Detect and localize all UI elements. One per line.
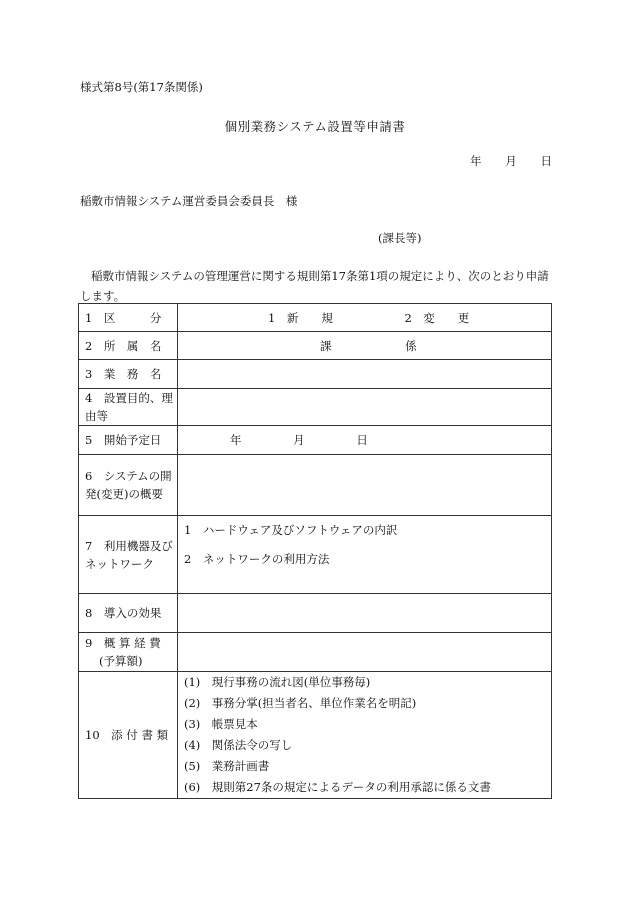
row-start-date xyxy=(79,426,552,455)
label-business: 3 業 務 名 xyxy=(79,360,178,389)
field-overview[interactable] xyxy=(178,455,552,516)
option-new: 1 新 規 xyxy=(268,310,333,325)
application-form-table xyxy=(78,303,552,799)
applicant-title: (課長等) xyxy=(378,231,422,245)
option-change: 2 変 更 xyxy=(404,310,470,325)
start-day: 日 xyxy=(356,433,368,447)
attachment-item: (5) 業務計画書 xyxy=(184,759,270,773)
label-department: 2 所 属 名 xyxy=(79,332,178,360)
form-number: 様式第8号(第17条関係) xyxy=(80,80,203,94)
date-line xyxy=(470,153,552,169)
field-equipment[interactable] xyxy=(178,516,552,594)
equipment-item-network: 2 ネットワークの利用方法 xyxy=(184,552,330,566)
dept-ka: 課 xyxy=(320,338,332,353)
equipment-item-hardware: 1 ハードウェア及びソフトウェアの内訳 xyxy=(184,523,398,537)
row-effect xyxy=(79,594,552,633)
label-purpose: 4 設置目的、理由等 xyxy=(79,389,178,426)
cost-label-line1: 9 概 算 経 費 xyxy=(85,636,161,650)
row-category xyxy=(79,304,552,332)
intro-paragraph: 稲敷市情報システムの管理運営に関する規則第17条第1項の規定により、次のとおり申請します。 xyxy=(80,269,549,303)
attachment-item: (3) 帳票見本 xyxy=(184,717,258,731)
row-department xyxy=(79,332,552,360)
date-year: 年 xyxy=(470,154,482,168)
document-title: 個別業務システム設置等申請書 xyxy=(224,119,406,134)
field-category[interactable] xyxy=(178,304,552,332)
label-overview: 6 システムの開発(変更)の概要 xyxy=(79,455,178,516)
start-month: 月 xyxy=(293,433,305,447)
attachment-item: (4) 関係法令の写し xyxy=(184,738,293,752)
dept-kakari: 係 xyxy=(405,338,417,353)
row-attachments xyxy=(79,672,552,799)
field-start-date[interactable] xyxy=(178,426,552,455)
addressee: 稲敷市情報システム運営委員会委員長 様 xyxy=(80,194,298,208)
field-department[interactable] xyxy=(178,332,552,360)
field-effect[interactable] xyxy=(178,594,552,633)
label-start-date: 5 開始予定日 xyxy=(79,426,178,455)
row-purpose xyxy=(79,389,552,426)
label-cost xyxy=(79,633,178,672)
attachment-item: (6) 規則第27条の規定によるデータの利用承認に係る文書 xyxy=(184,780,491,794)
label-equipment: 7 利用機器及びネットワーク xyxy=(79,516,178,594)
label-effect: 8 導入の効果 xyxy=(79,594,178,633)
date-day: 日 xyxy=(540,154,552,168)
field-business[interactable] xyxy=(178,360,552,389)
label-attachments: 10 添 付 書 類 xyxy=(79,672,178,799)
field-attachments xyxy=(178,672,552,799)
row-business xyxy=(79,360,552,389)
start-year: 年 xyxy=(230,433,242,447)
row-equipment xyxy=(79,516,552,594)
row-overview xyxy=(79,455,552,516)
field-cost[interactable] xyxy=(178,633,552,672)
attachment-item: (1) 現行事務の流れ図(単位事務毎) xyxy=(184,675,371,689)
attachment-item: (2) 事務分掌(担当者名、単位作業名を明記) xyxy=(184,696,417,710)
cost-label-line2: (予算額) xyxy=(99,654,143,668)
row-cost xyxy=(79,633,552,672)
date-month: 月 xyxy=(505,154,517,168)
label-category: 1 区 分 xyxy=(79,304,178,332)
field-purpose[interactable] xyxy=(178,389,552,426)
